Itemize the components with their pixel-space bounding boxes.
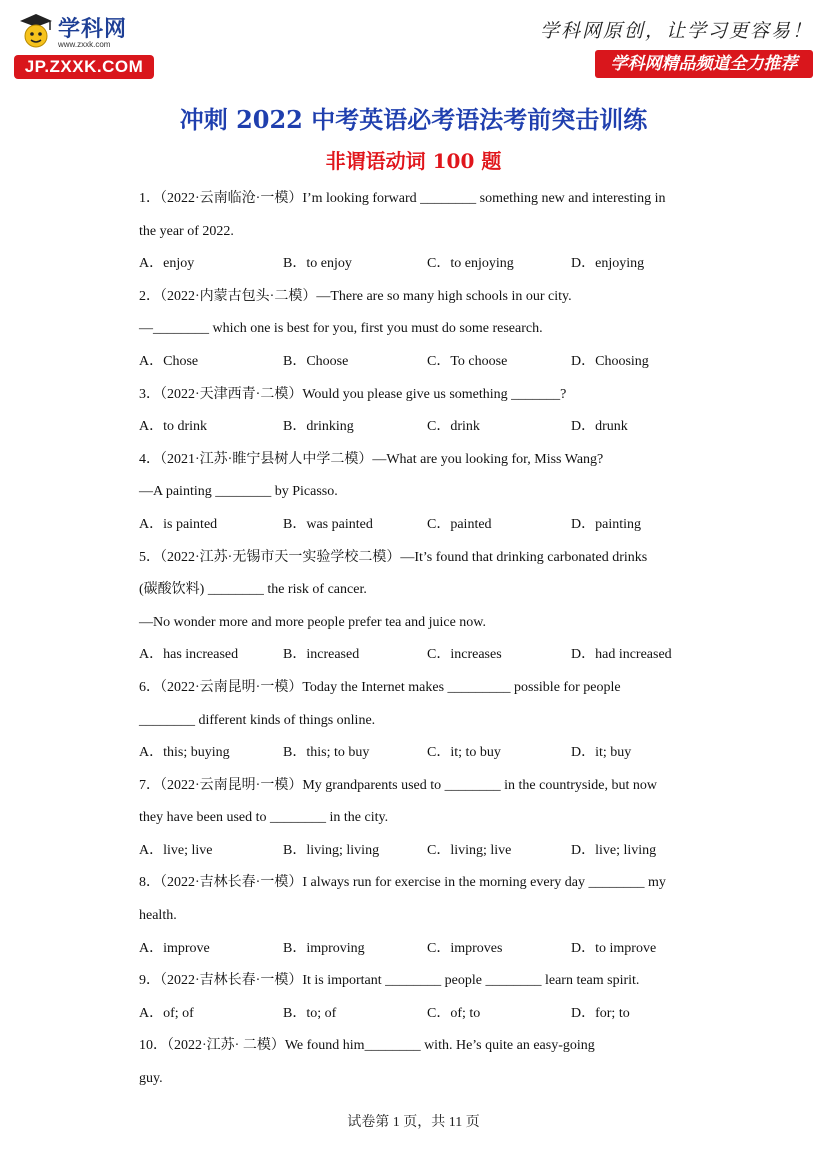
question-text: (碳酸饮料) ________ the risk of cancer. xyxy=(139,582,367,598)
option-d[interactable]: D．enjoying xyxy=(571,256,645,272)
option-d[interactable]: D．drunk xyxy=(571,419,628,435)
options-row xyxy=(139,248,699,281)
question-text: 9．（2022·吉林长春·一模）It is important ________ people ________ learn team spirit. xyxy=(139,973,640,989)
option-a[interactable]: A．has increased xyxy=(139,647,239,663)
channel-badge[interactable]: 学科网精品频道全力推荐 xyxy=(595,50,813,78)
question-5 xyxy=(139,542,699,672)
question-text: 4．（2021·江苏·睢宁县树人中学二模）—What are you looking for, Miss Wang? xyxy=(139,451,604,467)
option-c[interactable]: C．To choose xyxy=(427,353,508,369)
question-10 xyxy=(139,1030,699,1095)
question-text: 7．（2022·云南昆明·一模）My grandparents used to ________ in the countryside, but now xyxy=(139,777,657,793)
question-text: guy. xyxy=(139,1071,163,1087)
option-d[interactable]: D．it; buy xyxy=(571,745,632,761)
options-row xyxy=(139,835,699,868)
option-b[interactable]: B．to enjoy xyxy=(283,256,352,272)
question-text: 8．（2022·吉林长春·一模）I always run for exercise in the morning every day ________ my xyxy=(139,875,666,891)
option-a[interactable]: A．improve xyxy=(139,940,210,956)
question-text: —________ which one is best for you, first you must do some research. xyxy=(139,321,543,337)
question-9 xyxy=(139,965,699,1030)
option-a[interactable]: A．this; buying xyxy=(139,745,230,761)
option-d[interactable]: D．live; living xyxy=(571,842,657,858)
option-b[interactable]: B．to; of xyxy=(283,1005,337,1021)
option-c[interactable]: C．increases xyxy=(427,647,502,663)
page-header xyxy=(0,0,827,90)
options-row xyxy=(139,509,699,542)
mascot-icon xyxy=(18,12,54,50)
question-1 xyxy=(139,183,699,281)
option-d[interactable]: D．Choosing xyxy=(571,353,649,369)
question-text: 6．（2022·云南昆明·一模）Today the Internet makes _________ possible for people xyxy=(139,679,621,695)
option-a[interactable]: A．to drink xyxy=(139,419,208,435)
question-text: 10．（2022·江苏· 二模）We found him________ with. He’s quite an easy-going xyxy=(139,1038,595,1054)
option-c[interactable]: C．improves xyxy=(427,940,503,956)
question-3 xyxy=(139,379,699,444)
question-text: 5．（2022·江苏·无锡市天一实验学校二模）—It’s found that drinking carbonated drinks xyxy=(139,549,648,565)
question-text: 2．（2022·内蒙古包头·二模）—There are so many high schools in our city. xyxy=(139,288,572,304)
option-a[interactable]: A．live; live xyxy=(139,842,213,858)
option-c[interactable]: C．to enjoying xyxy=(427,256,514,272)
option-b[interactable]: B．drinking xyxy=(283,419,354,435)
page-footer: 试卷第 1 页，共 11 页 xyxy=(347,1115,480,1130)
question-8 xyxy=(139,867,699,965)
question-text: 3．（2022·天津西青·二模）Would you please give us something _______? xyxy=(139,386,567,402)
question-text: the year of 2022. xyxy=(139,223,234,239)
question-text: 1．（2022·云南临沧·一模）I’m looking forward ________ something new and interesting in xyxy=(139,191,666,206)
options-row xyxy=(139,737,699,770)
page-title: 冲刺 2022 中考英语必考语法考前突击训练 xyxy=(179,105,648,134)
logo-badge: JP.ZXXK.COM xyxy=(14,55,154,79)
question-text: they have been used to ________ in the city. xyxy=(139,810,389,826)
options-row xyxy=(139,639,699,672)
options-row xyxy=(139,998,699,1031)
page-subtitle: 非谓语动词 100 题 xyxy=(325,149,502,173)
question-text: health. xyxy=(139,908,177,924)
option-a[interactable]: A．is painted xyxy=(139,516,218,532)
option-b[interactable]: B．increased xyxy=(283,647,360,663)
options-row xyxy=(139,411,699,444)
option-c[interactable]: C．living; live xyxy=(427,842,512,858)
option-d[interactable]: D．had increased xyxy=(571,647,672,663)
question-list xyxy=(139,183,699,1096)
option-d[interactable]: D．for; to xyxy=(571,1005,630,1021)
options-row xyxy=(139,346,699,379)
option-c[interactable]: C．it; to buy xyxy=(427,745,501,761)
question-2 xyxy=(139,281,699,379)
option-b[interactable]: B．improving xyxy=(283,940,365,956)
logo-url: www.zxxk.com xyxy=(58,40,111,49)
option-c[interactable]: C．drink xyxy=(427,419,480,435)
options-row xyxy=(139,933,699,966)
option-b[interactable]: B．living; living xyxy=(283,842,380,858)
question-text: —No wonder more and more people prefer tea and juice now. xyxy=(139,614,487,630)
option-a[interactable]: A．enjoy xyxy=(139,256,195,272)
option-c[interactable]: C．painted xyxy=(427,516,492,532)
question-text: —A painting ________ by Picasso. xyxy=(139,484,338,500)
option-b[interactable]: B．this; to buy xyxy=(283,745,370,761)
question-6 xyxy=(139,672,699,770)
question-text: ________ different kinds of things online. xyxy=(139,712,376,728)
logo-name: 学科网 xyxy=(58,17,128,42)
option-a[interactable]: A．Chose xyxy=(139,353,199,369)
question-7 xyxy=(139,770,699,868)
option-c[interactable]: C．of; to xyxy=(427,1005,481,1021)
option-d[interactable]: D．painting xyxy=(571,516,641,532)
question-4 xyxy=(139,444,699,542)
slogan: 学科网原创，让学习更容易！ xyxy=(539,20,813,42)
logo-top xyxy=(18,12,148,52)
option-a[interactable]: A．of; of xyxy=(139,1005,194,1021)
option-d[interactable]: D．to improve xyxy=(571,940,657,956)
option-b[interactable]: B．was painted xyxy=(283,516,373,532)
zxxk-logo[interactable] xyxy=(14,10,164,82)
option-b[interactable]: B．Choose xyxy=(283,353,349,369)
